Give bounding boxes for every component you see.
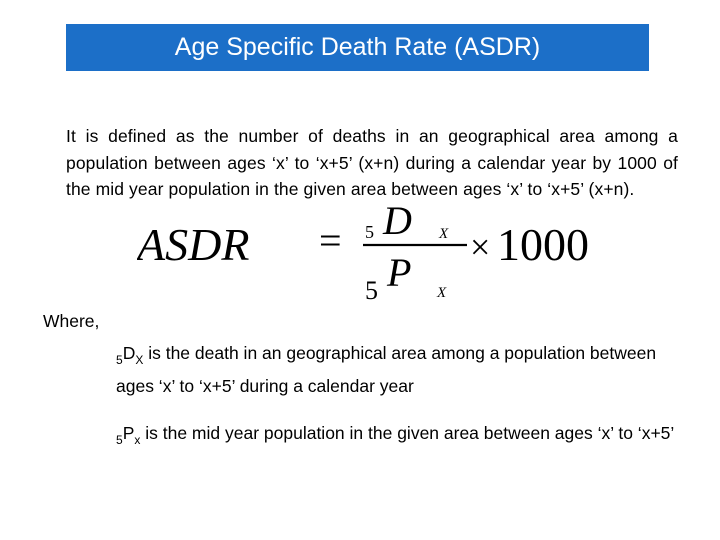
definition-text: is the death in an geographical area among a population between ages ‘x’ to ‘x+5’ during a calendar year xyxy=(116,343,657,396)
symbol-main: P xyxy=(122,423,135,443)
formula-numerator-sub: X xyxy=(439,226,449,242)
formula-denominator-p: P xyxy=(387,250,412,295)
symbol-prefix: 5 xyxy=(116,353,123,367)
symbol-subscript: X xyxy=(135,353,144,367)
definition-paragraph: It is defined as the number of deaths in an geographical area among a population between ages ‘x’ to ‘x+5’ (x+n) during a calendar year by 1000 of the mid year population in the given area between ages ‘x’ to ‘x+5’ (x+n). xyxy=(66,126,678,199)
definition-item-dx xyxy=(116,340,676,399)
formula-equals: = xyxy=(319,218,342,263)
formula-numerator-d: D xyxy=(383,198,412,243)
symbol-dx xyxy=(116,343,144,367)
formula-multiplier: 1000 xyxy=(497,219,589,270)
where-label: Where, xyxy=(43,311,100,331)
symbol-main: D xyxy=(122,343,136,363)
symbol-prefix: 5 xyxy=(116,433,123,447)
symbol-px xyxy=(116,423,141,447)
formula-denominator-sub: X xyxy=(437,285,447,301)
formula-times: × xyxy=(470,227,491,267)
formula-numerator-prefix: 5 xyxy=(365,222,374,242)
page-title: Age Specific Death Rate (ASDR) xyxy=(174,33,541,61)
title-banner xyxy=(66,24,649,71)
definition-item-px xyxy=(116,420,676,453)
symbol-subscript: x xyxy=(134,433,141,447)
formula-graphic xyxy=(137,196,627,306)
formula-denominator-prefix: 5 xyxy=(365,276,378,305)
formula-lhs: ASDR xyxy=(137,219,250,270)
definition-text: is the mid year population in the given area between ages ‘x’ to ‘x+5’ xyxy=(140,423,675,443)
asdr-formula xyxy=(137,196,627,306)
